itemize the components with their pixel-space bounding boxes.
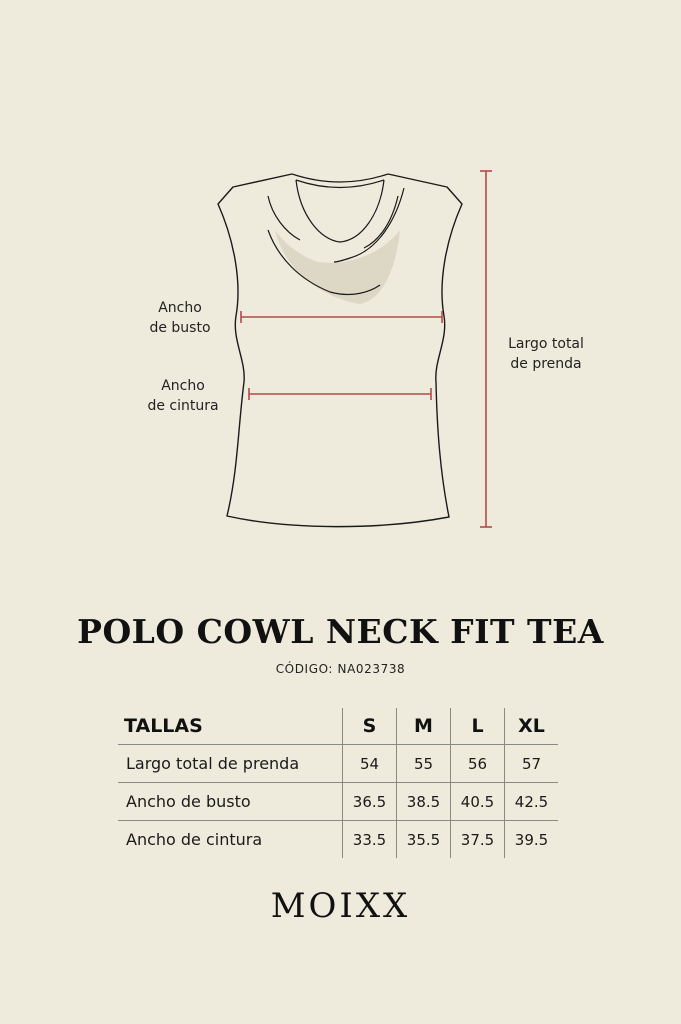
- table-cell: 40.5: [451, 783, 505, 821]
- waist-width-label: [130, 376, 236, 416]
- table-cell: 55: [397, 745, 451, 783]
- cowl-drape-line-2: [268, 196, 300, 240]
- table-row: [118, 821, 558, 859]
- table-cell: 37.5: [451, 821, 505, 859]
- length-measure-line: [480, 171, 492, 527]
- table-cell: 33.5: [343, 821, 397, 859]
- size-l-header: L: [451, 708, 505, 745]
- table-cell: 36.5: [343, 783, 397, 821]
- waist-measure-line: [249, 388, 431, 400]
- table-row: [118, 783, 558, 821]
- table-cell: 57: [505, 745, 559, 783]
- cowl-drape-line-1: [296, 180, 384, 242]
- bust-label-line-2: de busto: [149, 320, 211, 336]
- waist-label-line-1: Ancho: [161, 378, 205, 394]
- row-label: Largo total de prenda: [126, 754, 300, 773]
- row-label: Ancho de cintura: [126, 830, 263, 849]
- size-header-row: [118, 708, 558, 745]
- product-title: POLO COWL NECK FIT TEA: [77, 612, 604, 651]
- table-cell: 54: [343, 745, 397, 783]
- bust-measure-line: [241, 311, 442, 323]
- length-label-line-2: de prenda: [510, 356, 582, 372]
- bust-label-line-1: Ancho: [158, 300, 202, 316]
- table-cell: 38.5: [397, 783, 451, 821]
- row-label: Ancho de busto: [126, 792, 251, 811]
- size-chart-table: [118, 708, 558, 858]
- total-length-label: [496, 334, 596, 374]
- table-cell: 56: [451, 745, 505, 783]
- size-m-header: M: [397, 708, 451, 745]
- table-cell: 39.5: [505, 821, 559, 859]
- bust-width-label: [130, 298, 230, 338]
- size-s-header: S: [343, 708, 397, 745]
- product-code-value: NA023738: [337, 662, 406, 676]
- table-cell: 35.5: [397, 821, 451, 859]
- table-cell: 42.5: [505, 783, 559, 821]
- waist-label-line-2: de cintura: [147, 398, 219, 414]
- length-label-line-1: Largo total: [508, 336, 584, 352]
- neckline-outline: [292, 174, 388, 188]
- product-code: [0, 662, 681, 676]
- product-code-label: CÓDIGO:: [275, 662, 334, 676]
- garment-body-outline: [218, 174, 462, 527]
- sizes-header-label: TALLAS: [124, 715, 203, 737]
- size-xl-header: XL: [505, 708, 559, 745]
- table-row: [118, 745, 558, 783]
- brand-logo: MOIXX: [270, 886, 411, 926]
